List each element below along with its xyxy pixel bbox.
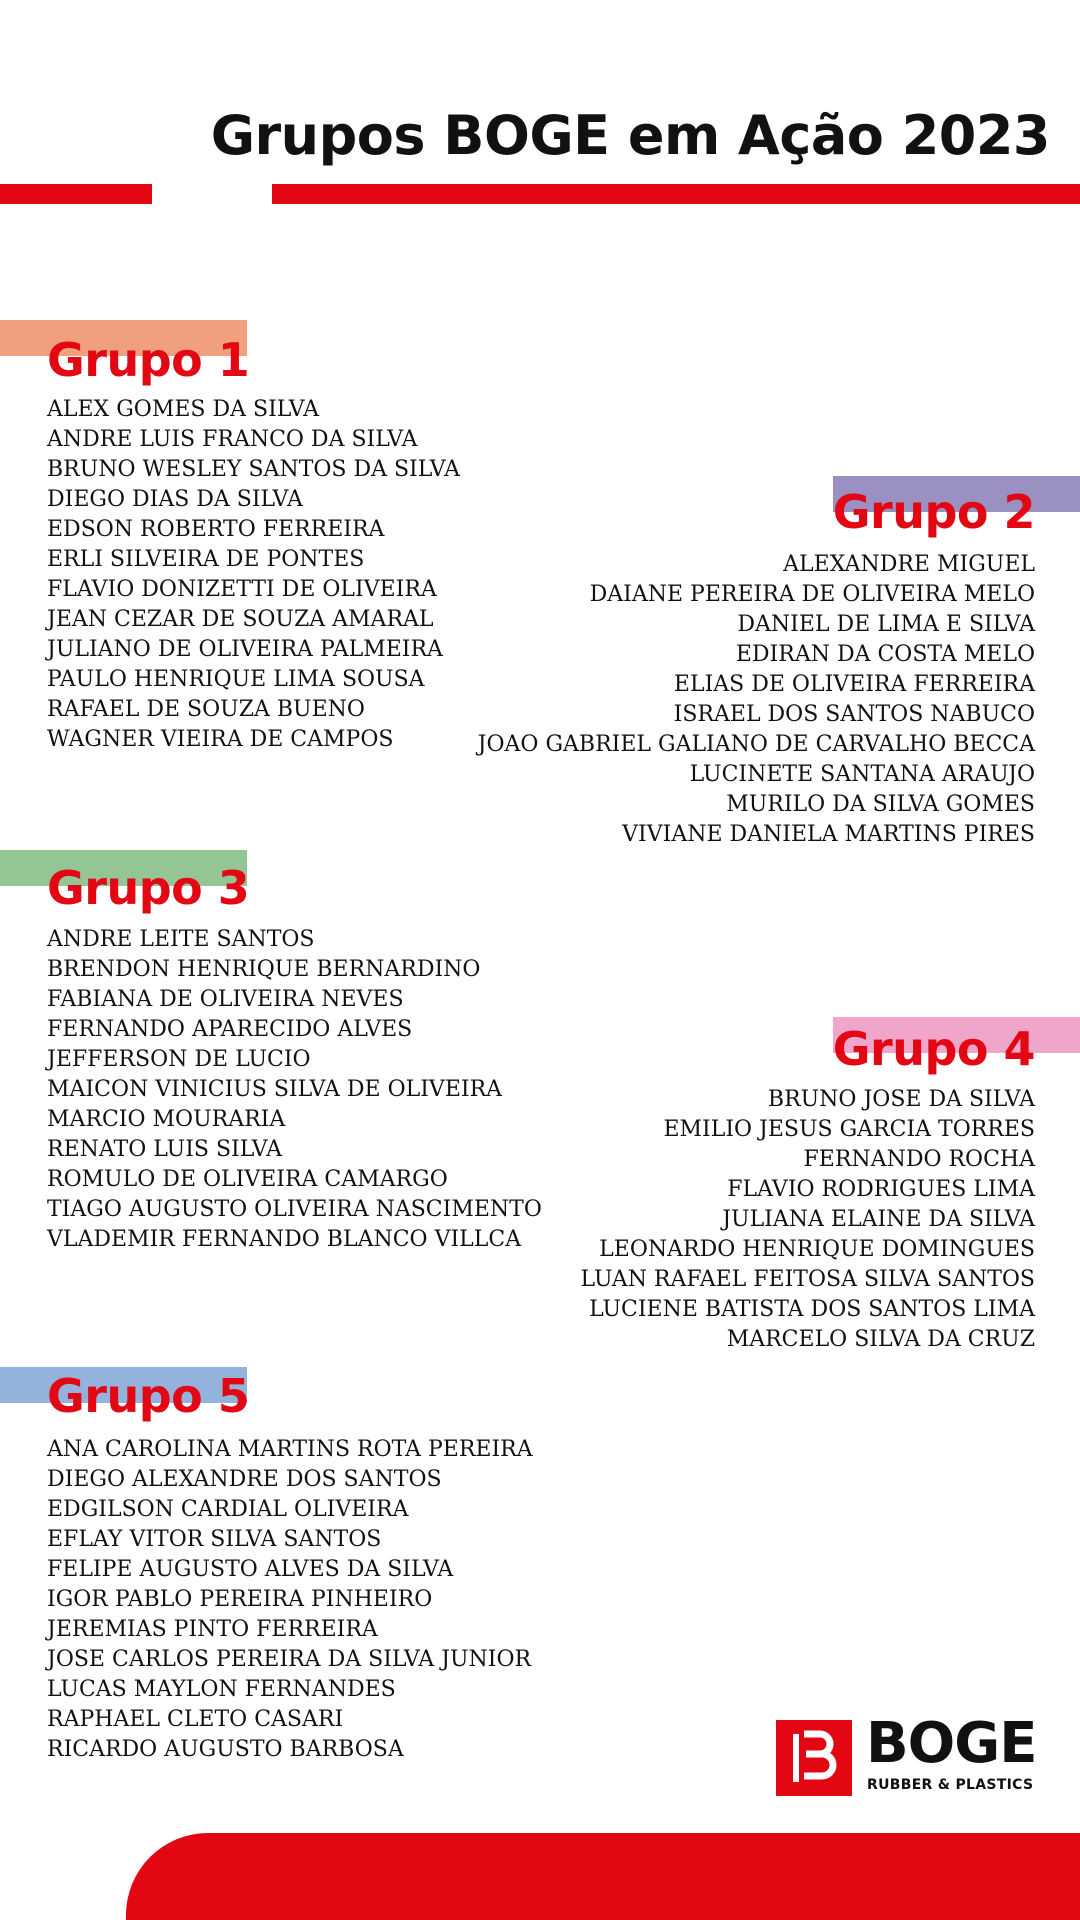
member-name: TIAGO AUGUSTO OLIVEIRA NASCIMENTO	[47, 1197, 542, 1222]
member-name: RENATO LUIS SILVA	[47, 1137, 283, 1162]
member-name: ERLI SILVEIRA DE PONTES	[47, 547, 365, 572]
member-name: LUAN RAFAEL FEITOSA SILVA SANTOS	[580, 1267, 1035, 1292]
member-name: PAULO HENRIQUE LIMA SOUSA	[47, 667, 425, 692]
member-name: EDGILSON CARDIAL OLIVEIRA	[47, 1497, 409, 1522]
member-name: JULIANO DE OLIVEIRA PALMEIRA	[47, 637, 443, 662]
member-name: BRUNO WESLEY SANTOS DA SILVA	[47, 457, 461, 482]
group-4-members	[581, 1085, 1035, 1355]
member-name: JEREMIAS PINTO FERREIRA	[47, 1617, 378, 1642]
member-name: WAGNER VIEIRA DE CAMPOS	[47, 727, 394, 752]
group-3-title: Grupo 3	[47, 861, 250, 915]
member-name: LUCIENE BATISTA DOS SANTOS LIMA	[589, 1297, 1035, 1322]
boge-wordmark: BOGE	[866, 1711, 1037, 1776]
member-name: MURILO DA SILVA GOMES	[726, 792, 1035, 817]
member-name: ISRAEL DOS SANTOS NABUCO	[673, 702, 1035, 727]
member-name: JEAN CEZAR DE SOUZA AMARAL	[47, 607, 434, 632]
boge-tagline: RUBBER & PLASTICS	[867, 1777, 1034, 1793]
group-1-title: Grupo 1	[47, 333, 250, 387]
member-name: DANIEL DE LIMA E SILVA	[737, 612, 1035, 637]
member-name: RICARDO AUGUSTO BARBOSA	[47, 1737, 404, 1762]
member-name: FABIANA DE OLIVEIRA NEVES	[47, 987, 404, 1012]
member-name: EMILIO JESUS GARCIA TORRES	[663, 1117, 1035, 1142]
member-name: FELIPE AUGUSTO ALVES DA SILVA	[47, 1557, 454, 1582]
member-name: EFLAY VITOR SILVA SANTOS	[47, 1527, 382, 1552]
member-name: BRUNO JOSE DA SILVA	[767, 1087, 1035, 1112]
member-name: VLADEMIR FERNANDO BLANCO VILLCA	[47, 1227, 522, 1252]
group-2-title: Grupo 2	[832, 485, 1035, 539]
member-name: JOSE CARLOS PEREIRA DA SILVA JUNIOR	[47, 1647, 532, 1672]
member-name: ANA CAROLINA MARTINS ROTA PEREIRA	[47, 1437, 533, 1462]
member-name: JULIANA ELAINE DA SILVA	[722, 1207, 1035, 1232]
member-name: MARCELO SILVA DA CRUZ	[726, 1327, 1035, 1352]
member-name: EDSON ROBERTO FERREIRA	[47, 517, 385, 542]
member-name: ROMULO DE OLIVEIRA CAMARGO	[47, 1167, 448, 1192]
group-4-title: Grupo 4	[832, 1022, 1035, 1076]
member-name: LUCAS MAYLON FERNANDES	[47, 1677, 396, 1702]
member-name: FERNANDO APARECIDO ALVES	[47, 1017, 413, 1042]
member-name: ALEX GOMES DA SILVA	[47, 397, 320, 422]
member-name: BRENDON HENRIQUE BERNARDINO	[47, 957, 481, 982]
page-title: Grupos BOGE em Ação 2023	[210, 104, 1050, 167]
member-name: FLAVIO RODRIGUES LIMA	[727, 1177, 1035, 1202]
member-name: RAPHAEL CLETO CASARI	[47, 1707, 344, 1732]
member-name: LEONARDO HENRIQUE DOMINGUES	[599, 1237, 1035, 1262]
member-name: ANDRE LUIS FRANCO DA SILVA	[47, 427, 418, 452]
member-name: FLAVIO DONIZETTI DE OLIVEIRA	[47, 577, 437, 602]
member-name: DIEGO DIAS DA SILVA	[47, 487, 303, 512]
member-name: DAIANE PEREIRA DE OLIVEIRA MELO	[589, 582, 1035, 607]
member-name: JEFFERSON DE LUCIO	[47, 1047, 311, 1072]
member-name: DIEGO ALEXANDRE DOS SANTOS	[47, 1467, 442, 1492]
member-name: ANDRE LEITE SANTOS	[47, 927, 315, 952]
title-rule-right	[272, 184, 1080, 204]
member-name: JOAO GABRIEL GALIANO DE CARVALHO BECCA	[477, 732, 1035, 757]
member-name: EDIRAN DA COSTA MELO	[735, 642, 1035, 667]
member-name: IGOR PABLO PEREIRA PINHEIRO	[47, 1587, 433, 1612]
member-name: MARCIO MOURARIA	[47, 1107, 286, 1132]
group-5-title: Grupo 5	[47, 1369, 250, 1423]
group-2-members	[478, 550, 1035, 850]
member-name: LUCINETE SANTANA ARAUJO	[689, 762, 1035, 787]
group-5-members	[47, 1435, 533, 1765]
boge-logo-mark-icon	[776, 1720, 852, 1796]
member-name: MAICON VINICIUS SILVA DE OLIVEIRA	[47, 1077, 503, 1102]
member-name: ELIAS DE OLIVEIRA FERREIRA	[673, 672, 1035, 697]
title-rule-left	[0, 184, 152, 204]
member-name: FERNANDO ROCHA	[803, 1147, 1035, 1172]
member-name: VIVIANE DANIELA MARTINS PIRES	[622, 822, 1035, 847]
group-3-members	[47, 925, 542, 1255]
group-1-members	[47, 395, 460, 755]
member-name: ALEXANDRE MIGUEL	[783, 552, 1035, 577]
boge-logo	[776, 1711, 1038, 1796]
member-name: RAFAEL DE SOUZA BUENO	[47, 697, 365, 722]
